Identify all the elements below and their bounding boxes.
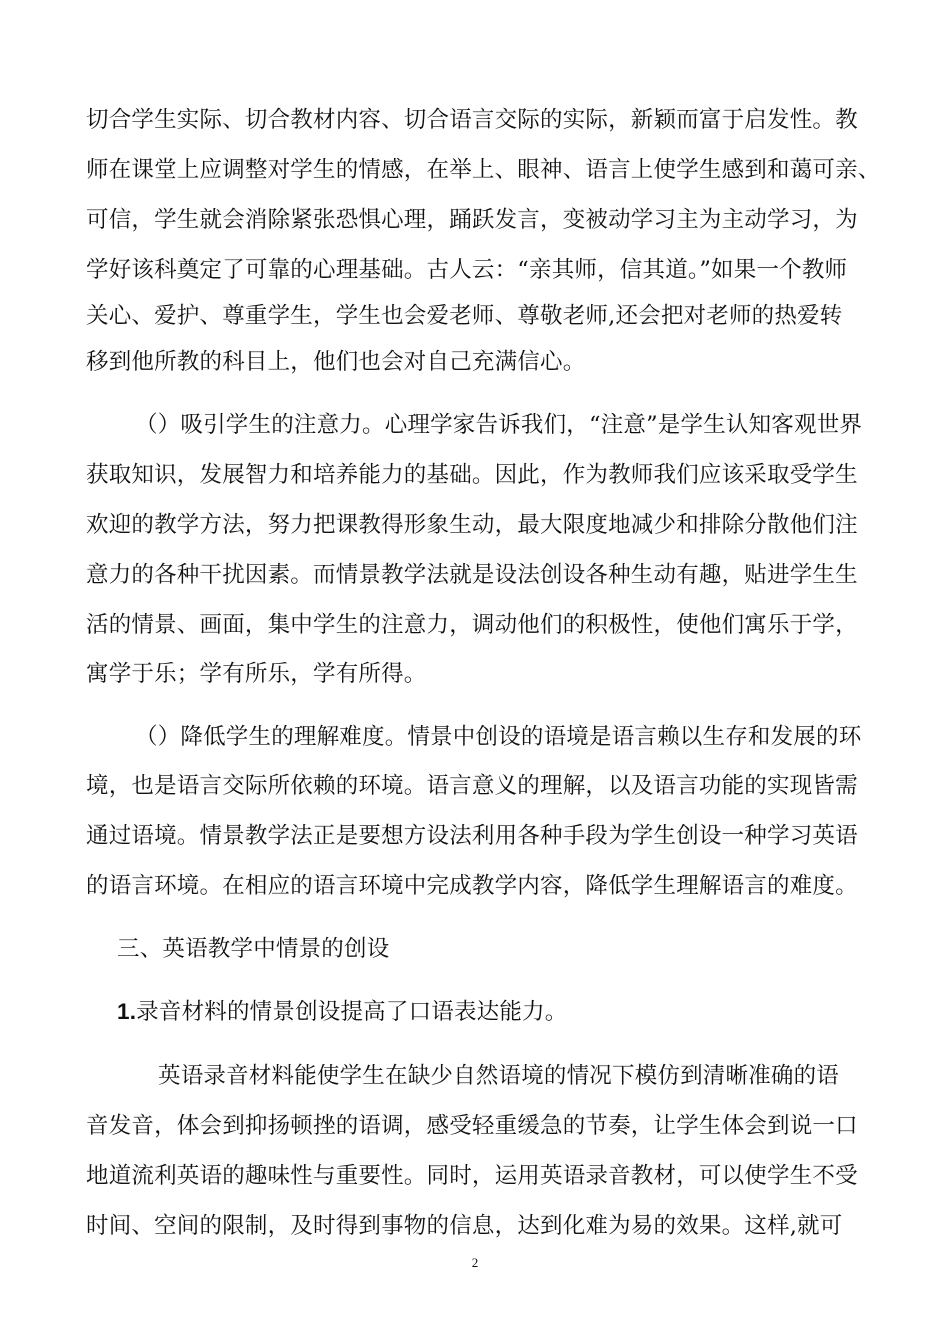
paragraph-4-line-2: 音发音，体会到抑扬顿挫的语调，感受轻重缓急的节奏，让学生体会到说一口 bbox=[86, 1113, 858, 1139]
paragraph-2-line-6: 寓学于乐；学有所乐，学有所得。 bbox=[86, 661, 427, 687]
paragraph-2-line-2: 获取知识，发展智力和培养能力的基础。因此，作为教师我们应该采取受学生 bbox=[86, 462, 858, 488]
paragraph-4-line-4: 时间、空间的限制，及时得到事物的信息，达到化难为易的效果。这样,就可 bbox=[86, 1213, 843, 1239]
subheading bbox=[117, 997, 567, 1027]
paragraph-1-line-4: 学好该科奠定了可靠的心理基础。古人云：“亲其师，信其道。”如果一个教师 bbox=[86, 257, 848, 283]
paragraph-3-line-3: 通过语境。情景教学法正是要想方设法利用各种手段为学生创设一种学习英语 bbox=[86, 823, 858, 849]
paragraph-3-line-4: 的语言环境。在相应的语言环境中完成教学内容，降低学生理解语言的难度。 bbox=[86, 873, 858, 899]
paragraph-3-line-2: 境，也是语言交际所依赖的环境。语言意义的理解，以及语言功能的实现皆需 bbox=[86, 773, 858, 799]
paragraph-2-line-5: 活的情景、画面，集中学生的注意力，调动他们的积极性，使他们寓乐于学， bbox=[86, 612, 858, 638]
paragraph-1-line-5: 关心、爱护、尊重学生，学生也会爱老师、尊敬老师,还会把对老师的热爱转 bbox=[86, 303, 843, 329]
paragraph-1-line-3: 可信，学生就会消除紧张恐惧心理，踊跃发言，变被动学习主为主动学习，为 bbox=[86, 207, 858, 233]
subheading-number: 1. bbox=[117, 999, 137, 1024]
paragraph-2-line-1: （）吸引学生的注意力。心理学家告诉我们，“注意”是学生认知客观世界 bbox=[135, 412, 863, 438]
page-number: 2 bbox=[471, 1255, 479, 1270]
paragraph-1-line-6: 移到他所教的科目上，他们也会对自己充满信心。 bbox=[86, 349, 586, 375]
paragraph-4-line-1: 英语录音材料能使学生在缺少自然语境的情况下模仿到清晰准确的语 bbox=[158, 1063, 840, 1089]
paragraph-3-line-1: （）降低学生的理解难度。情景中创设的语境是语言赖以生存和发展的环 bbox=[135, 724, 862, 750]
paragraph-1-line-2: 师在课堂上应调整对学生的情感，在举上、眼神、语言上使学生感到和蔼可亲、 bbox=[86, 157, 881, 183]
paragraph-1-line-1: 切合学生实际、切合教材内容、切合语言交际的实际，新颖而富于启发性。教 bbox=[86, 107, 858, 133]
paragraph-4-line-3: 地道流利英语的趣味性与重要性。同时，运用英语录音教材，可以使学生不受 bbox=[86, 1163, 858, 1189]
paragraph-2-line-3: 欢迎的教学方法，努力把课教得形象生动，最大限度地减少和排除分散他们注 bbox=[86, 512, 858, 538]
subheading-text: 录音材料的情景创设提高了口语表达能力。 bbox=[136, 999, 568, 1025]
section-heading: 三、英语教学中情景的创设 bbox=[117, 936, 390, 962]
paragraph-2-line-4: 意力的各种干扰因素。而情景教学法就是设法创设各种生动有趣，贴进学生生 bbox=[86, 562, 858, 588]
